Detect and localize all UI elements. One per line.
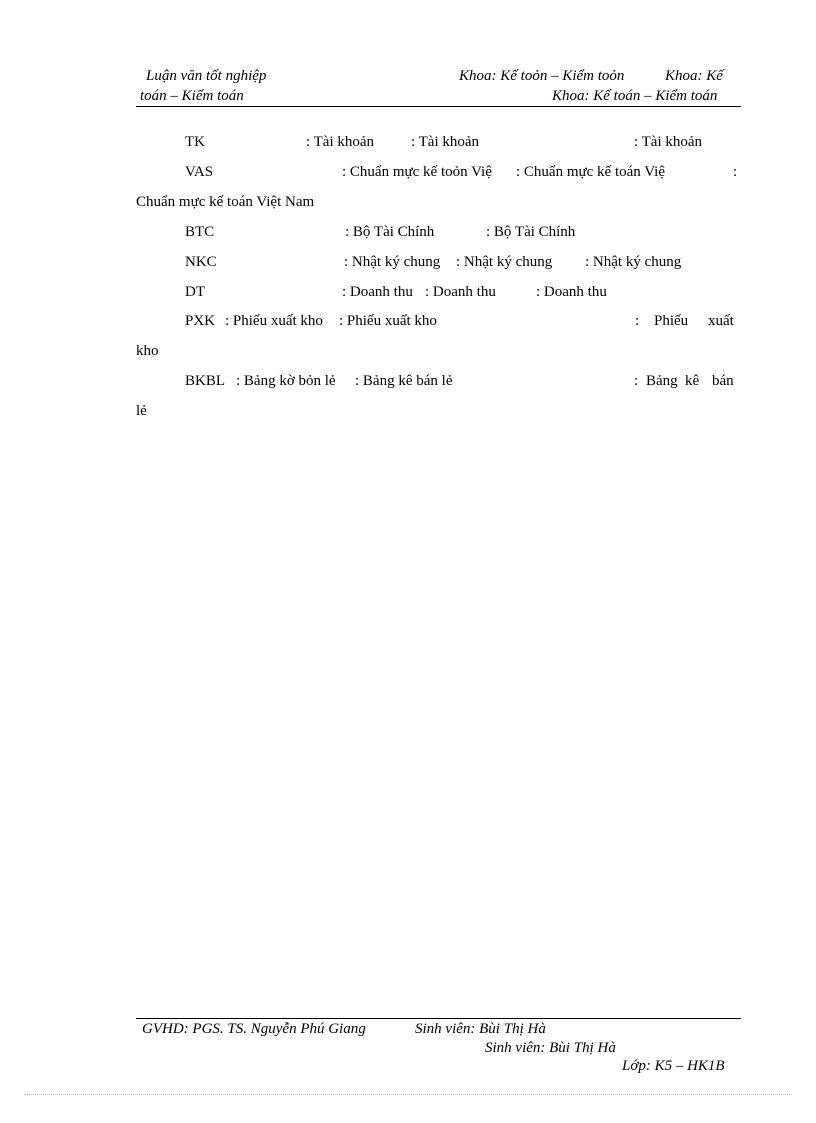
abbr-definition: : Doanh thu bbox=[425, 284, 496, 300]
abbr-definition: Bảng bbox=[646, 373, 678, 389]
footer-class: Lớp: K5 – HK1B bbox=[622, 1058, 725, 1074]
abbr-definition: : bbox=[635, 313, 640, 329]
abbr-definition: : Bảng kê bán lẻ bbox=[355, 373, 453, 389]
abbr-term: PXK bbox=[185, 313, 216, 329]
header-faculty-1: Khoa: Kế toỏn – Kiểm toỏn bbox=[459, 68, 625, 84]
abbr-definition: : Bộ Tài Chính bbox=[345, 224, 435, 240]
header-faculty-2: Khoa: Kế bbox=[665, 68, 723, 84]
abbr-definition: Phiếu bbox=[654, 313, 689, 329]
abbr-term: NKC bbox=[185, 254, 217, 270]
abbr-definition: : Doanh thu bbox=[536, 284, 607, 300]
abbr-definition: : Phiếu xuất kho bbox=[225, 313, 323, 329]
footer-rule bbox=[136, 1018, 741, 1019]
header-faculty-3: Khoa: Kế toán – Kiểm toán bbox=[552, 88, 718, 104]
abbr-definition: : Tài khoản bbox=[634, 134, 703, 150]
abbr-definition-wrap: Chuẩn mực kế toán Việt Nam bbox=[136, 194, 315, 210]
abbr-definition: : bbox=[733, 164, 738, 180]
footer-supervisor: GVHD: PGS. TS. Nguyễn Phú Giang bbox=[142, 1021, 366, 1037]
abbr-definition: bán bbox=[712, 373, 734, 389]
abbr-term: BTC bbox=[185, 224, 215, 240]
abbr-definition: : Doanh thu bbox=[342, 284, 413, 300]
abbr-definition: : Nhật ký chung bbox=[344, 254, 441, 270]
abbr-definition: xuất bbox=[708, 313, 734, 329]
page-bottom-border bbox=[24, 1094, 792, 1095]
abbr-definition: : Chuẩn mực kế toán Việ bbox=[516, 164, 666, 180]
abbr-definition: : Tài khoản bbox=[411, 134, 480, 150]
header-thesis-title: Luận văn tốt nghiệp bbox=[146, 68, 267, 84]
footer-student: Sinh viên: Bùi Thị Hà bbox=[485, 1040, 616, 1056]
abbr-term: TK bbox=[185, 134, 205, 150]
abbr-term: DT bbox=[185, 284, 205, 300]
abbr-term: BKBL bbox=[185, 373, 226, 389]
abbr-definition: kê bbox=[685, 373, 700, 389]
abbr-definition: : bbox=[634, 373, 639, 389]
abbr-definition: : Bảng kờ bỏn lẻ bbox=[236, 373, 336, 389]
abbr-term: VAS bbox=[185, 164, 214, 180]
abbr-definition: : Chuẩn mực kế toỏn Việ bbox=[342, 164, 492, 180]
abbr-definition: : Bộ Tài Chính bbox=[486, 224, 576, 240]
abbr-definition-wrap: lẻ bbox=[136, 403, 147, 419]
abbr-definition: : Nhật ký chung bbox=[456, 254, 553, 270]
abbr-definition: : Phiếu xuất kho bbox=[339, 313, 437, 329]
header-rule bbox=[136, 106, 741, 107]
abbr-definition: : Nhật ký chung bbox=[585, 254, 682, 270]
abbr-definition-wrap: kho bbox=[136, 343, 159, 359]
abbr-definition: : Tài khoản bbox=[306, 134, 375, 150]
header-faculty-continued: toán – Kiểm toán bbox=[140, 88, 244, 104]
footer-student: Sinh viên: Bùi Thị Hà bbox=[415, 1021, 546, 1037]
